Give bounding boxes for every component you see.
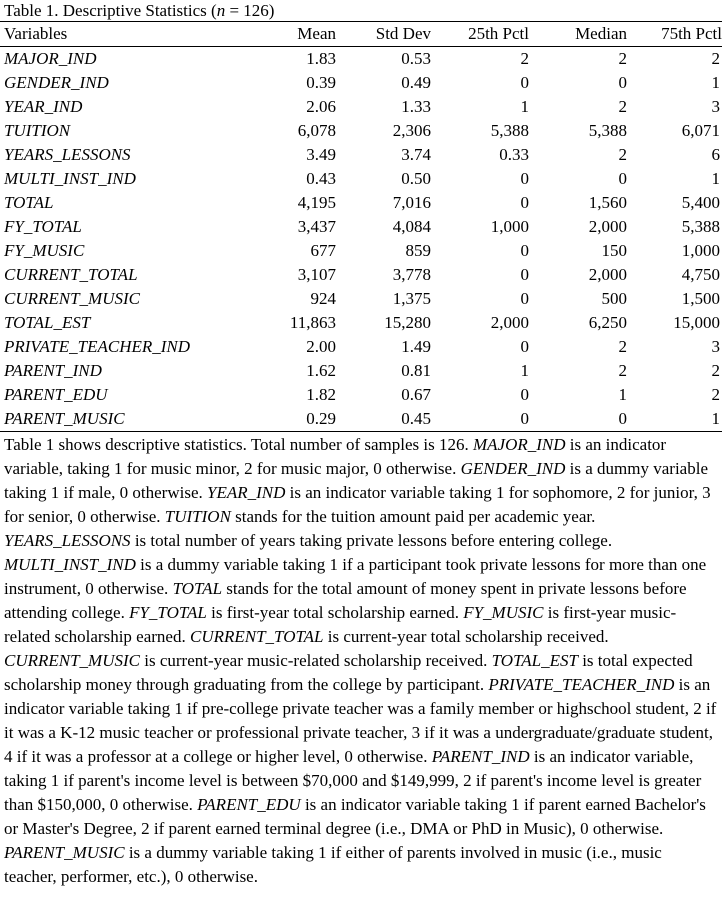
cell-std-dev: 1,375	[392, 289, 431, 308]
cell-mean: 4,195	[297, 193, 336, 212]
note-variable-name: PRIVATE_TEACHER_IND	[488, 675, 675, 694]
note-variable-name: YEARS_LESSONS	[4, 531, 131, 550]
cell-median: 0	[618, 73, 627, 92]
table-body	[0, 47, 722, 432]
cell-variable: CURRENT_TOTAL	[4, 265, 138, 284]
cell-variable: GENDER_IND	[4, 73, 109, 92]
note-variable-name: TUITION	[164, 507, 231, 526]
cell-mean: 677	[310, 241, 336, 260]
cell-mean: 3,107	[297, 265, 336, 284]
cell-25th-pctl: 1,000	[490, 217, 529, 236]
table-row	[0, 95, 722, 119]
cell-mean: 1.83	[306, 49, 336, 68]
cell-median: 0	[618, 409, 627, 428]
cell-mean: 0.39	[306, 73, 336, 92]
note-variable-name: PARENT_EDU	[197, 795, 301, 814]
cell-75th-pctl: 3	[711, 97, 720, 116]
note-text: is total number of years taking private lessons before entering college.	[130, 531, 613, 550]
note-variable-name: PARENT_IND	[431, 747, 530, 766]
note-text: stands for the tuition amount paid per academic year.	[230, 507, 596, 526]
cell-mean: 2.00	[306, 337, 336, 356]
cell-std-dev: 2,306	[392, 121, 431, 140]
cell-75th-pctl: 6	[711, 145, 720, 164]
cell-variable: CURRENT_MUSIC	[4, 289, 140, 308]
table-header-row	[0, 22, 722, 47]
cell-25th-pctl: 1	[520, 361, 529, 380]
cell-75th-pctl: 4,750	[681, 265, 720, 284]
note-text: Table 1 shows descriptive statistics. Total number of samples is 126.	[4, 435, 473, 454]
table-row	[0, 167, 722, 191]
cell-std-dev: 7,016	[392, 193, 431, 212]
table-row	[0, 47, 722, 72]
note-variable-name: FY_TOTAL	[129, 603, 207, 622]
cell-75th-pctl: 5,400	[681, 193, 720, 212]
cell-25th-pctl: 0	[520, 289, 529, 308]
cell-variable: TOTAL_EST	[4, 313, 91, 332]
header-median: Median	[575, 24, 627, 43]
table-row	[0, 71, 722, 95]
cell-25th-pctl: 0	[520, 385, 529, 404]
cell-median: 2	[618, 97, 627, 116]
cell-variable: TUITION	[4, 121, 71, 140]
table-row	[0, 335, 722, 359]
cell-std-dev: 15,280	[384, 313, 431, 332]
cell-std-dev: 0.81	[401, 361, 431, 380]
note-variable-name: GENDER_IND	[460, 459, 566, 478]
cell-75th-pctl: 15,000	[673, 313, 720, 332]
cell-75th-pctl: 1,500	[681, 289, 720, 308]
descriptive-statistics-table	[0, 22, 722, 432]
cell-median: 0	[618, 169, 627, 188]
cell-mean: 1.62	[306, 361, 336, 380]
table-caption	[0, 0, 722, 22]
cell-mean: 0.43	[306, 169, 336, 188]
cell-25th-pctl: 0	[520, 169, 529, 188]
cell-variable: PARENT_EDU	[4, 385, 108, 404]
note-text: is first-year total scholarship earned.	[206, 603, 464, 622]
table-row	[0, 215, 722, 239]
cell-std-dev: 1.49	[401, 337, 431, 356]
table-row	[0, 119, 722, 143]
cell-median: 150	[601, 241, 627, 260]
note-text: is current-year total scholarship received.	[323, 627, 609, 646]
cell-mean: 3,437	[297, 217, 336, 236]
cell-variable: TOTAL	[4, 193, 54, 212]
note-text: stands for the total amount of money spent in private lessons before attending college.	[4, 579, 687, 622]
cell-median: 2	[618, 145, 627, 164]
cell-variable: FY_MUSIC	[4, 241, 85, 260]
cell-75th-pctl: 1	[711, 169, 720, 188]
cell-75th-pctl: 2	[711, 49, 720, 68]
cell-mean: 11,863	[289, 313, 336, 332]
cell-variable: PRIVATE_TEACHER_IND	[4, 337, 191, 356]
header-variables: Variables	[4, 24, 68, 43]
cell-mean: 0.29	[306, 409, 336, 428]
cell-median: 1,560	[588, 193, 627, 212]
cell-std-dev: 3,778	[392, 265, 431, 284]
cell-median: 2	[618, 337, 627, 356]
cell-median: 5,388	[588, 121, 627, 140]
table-row	[0, 191, 722, 215]
note-variable-name: TOTAL_EST	[491, 651, 578, 670]
table-row	[0, 143, 722, 167]
cell-25th-pctl: 0	[520, 337, 529, 356]
note-variable-name: MAJOR_IND	[473, 435, 566, 454]
cell-mean: 924	[310, 289, 336, 308]
header-25th-pctl: 25th Pctl	[468, 24, 529, 43]
cell-std-dev: 0.45	[401, 409, 431, 428]
note-text: is an indicator variable taking 1 for sophomore, 2 for junior, 3 for senior, 0 otherwise.	[4, 483, 711, 526]
cell-std-dev: 3.74	[401, 145, 431, 164]
cell-variable: FY_TOTAL	[4, 217, 82, 236]
cell-variable: MULTI_INST_IND	[4, 169, 136, 188]
cell-75th-pctl: 1	[711, 409, 720, 428]
cell-25th-pctl: 0	[520, 265, 529, 284]
cell-mean: 1.82	[306, 385, 336, 404]
caption-label: Table 1. Descriptive Statistics (	[4, 1, 217, 20]
cell-75th-pctl: 2	[711, 361, 720, 380]
cell-variable: YEAR_IND	[4, 97, 83, 116]
cell-std-dev: 0.53	[401, 49, 431, 68]
cell-25th-pctl: 2	[520, 49, 529, 68]
note-text: is current-year music-related scholarship received.	[140, 651, 492, 670]
note-text: is first-year music-related scholarship earned.	[4, 603, 677, 646]
cell-25th-pctl: 0	[520, 241, 529, 260]
note-text: is total expected scholarship money through graduating from the college by participant.	[4, 651, 693, 694]
cell-variable: PARENT_IND	[4, 361, 102, 380]
table-row	[0, 287, 722, 311]
note-variable-name: CURRENT_MUSIC	[4, 651, 140, 670]
table-row	[0, 359, 722, 383]
caption-n-value: = 126)	[225, 1, 275, 20]
cell-25th-pctl: 0	[520, 193, 529, 212]
cell-variable: YEARS_LESSONS	[4, 145, 131, 164]
cell-mean: 3.49	[306, 145, 336, 164]
note-text: is an indicator variable taking 1 if pre-college private teacher was a family member or highschool student, 2 if it was a K-12 music teacher or professional private teacher, 3 if it was a undergraduate/graduate student, 4 if it was a professor at a college or higher level, 0 otherwise.	[4, 675, 717, 766]
note-text: is an indicator variable, taking 1 for music minor, 2 for music major, 0 otherwise.	[4, 435, 667, 478]
cell-std-dev: 1.33	[401, 97, 431, 116]
cell-25th-pctl: 2,000	[490, 313, 529, 332]
cell-25th-pctl: 1	[520, 97, 529, 116]
note-text: is a dummy variable taking 1 if either of parents involved in music (i.e., music teacher, performer, etc.), 0 otherwise.	[4, 843, 662, 886]
table-row	[0, 239, 722, 263]
cell-75th-pctl: 5,388	[681, 217, 720, 236]
table-row	[0, 263, 722, 287]
cell-75th-pctl: 1,000	[681, 241, 720, 260]
note-text: is an indicator variable taking 1 if parent earned Bachelor's or Master's Degree, 2 if parent earned terminal degree (i.e., DMA or PhD in Music), 0 otherwise.	[4, 795, 706, 838]
cell-median: 1	[618, 385, 627, 404]
cell-median: 2,000	[588, 265, 627, 284]
cell-75th-pctl: 1	[711, 73, 720, 92]
note-text: is an indicator variable, taking 1 if parent's income level is between $70,000 and $149,999, 2 if parent's income level is greater than $150,000, 0 otherwise.	[4, 747, 702, 814]
cell-75th-pctl: 6,071	[681, 121, 720, 140]
cell-std-dev: 0.67	[401, 385, 431, 404]
table-row	[0, 383, 722, 407]
note-variable-name: YEAR_IND	[207, 483, 286, 502]
table-row	[0, 311, 722, 335]
cell-variable: MAJOR_IND	[4, 49, 97, 68]
cell-mean: 6,078	[297, 121, 336, 140]
note-text: is a dummy variable taking 1 if male, 0 otherwise.	[4, 459, 708, 502]
note-variable-name: MULTI_INST_IND	[4, 555, 136, 574]
note-variable-name: TOTAL	[172, 579, 223, 598]
cell-25th-pctl: 0	[520, 409, 529, 428]
cell-75th-pctl: 3	[711, 337, 720, 356]
cell-median: 2	[618, 49, 627, 68]
cell-25th-pctl: 0.33	[499, 145, 529, 164]
cell-25th-pctl: 0	[520, 73, 529, 92]
caption-n-symbol: n	[216, 1, 226, 20]
cell-25th-pctl: 5,388	[490, 121, 529, 140]
note-text: is a dummy variable taking 1 if a participant took private lessons for more than one instrument, 0 otherwise.	[4, 555, 707, 598]
note-variable-name: PARENT_MUSIC	[4, 843, 125, 862]
cell-std-dev: 859	[405, 241, 431, 260]
cell-variable: PARENT_MUSIC	[4, 409, 125, 428]
cell-mean: 2.06	[306, 97, 336, 116]
note-variable-name: CURRENT_TOTAL	[189, 627, 324, 646]
table-row	[0, 407, 722, 432]
header-std-dev: Std Dev	[375, 24, 431, 43]
cell-std-dev: 0.50	[401, 169, 431, 188]
header-mean: Mean	[297, 24, 336, 43]
cell-median: 500	[601, 289, 627, 308]
note-variable-name: FY_MUSIC	[463, 603, 544, 622]
cell-std-dev: 0.49	[401, 73, 431, 92]
cell-std-dev: 4,084	[392, 217, 431, 236]
cell-75th-pctl: 2	[711, 385, 720, 404]
header-75th-pctl: 75th Pctl	[661, 24, 722, 43]
cell-median: 2,000	[588, 217, 627, 236]
cell-median: 2	[618, 361, 627, 380]
table-notes	[0, 432, 722, 889]
cell-median: 6,250	[588, 313, 627, 332]
